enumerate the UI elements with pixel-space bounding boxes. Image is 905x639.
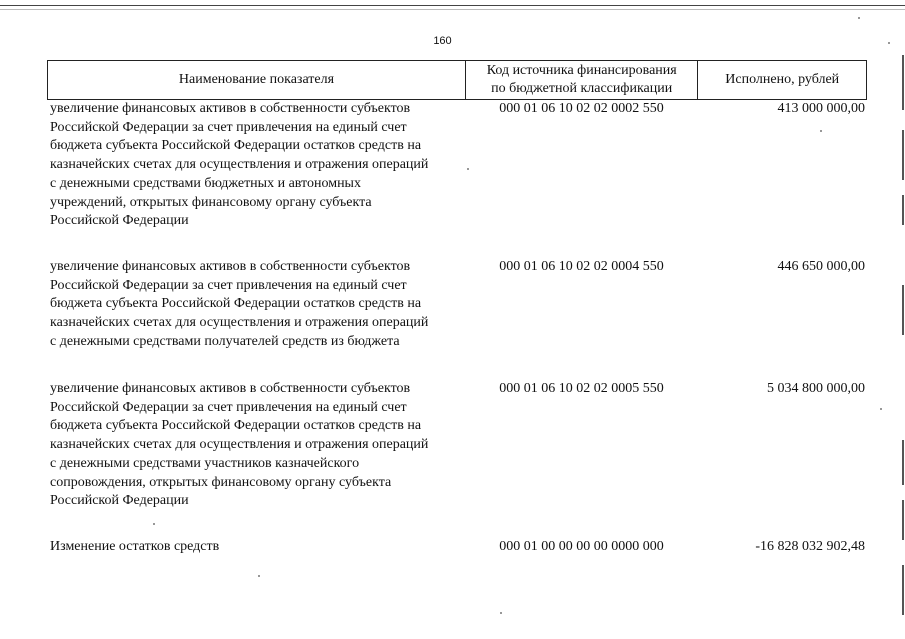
- scan-margin-mark: [902, 55, 904, 110]
- table-row: [47, 380, 867, 511]
- table-header-row: [47, 60, 867, 100]
- row-executed-amount: 446 650 000,00: [777, 259, 865, 274]
- header-classification-code: [465, 61, 697, 99]
- page-number: 160: [433, 35, 452, 47]
- scan-margin-mark: [902, 500, 904, 540]
- scan-edge-line-faint: [0, 9, 905, 10]
- scan-margin-mark: [902, 130, 904, 180]
- scan-margin-mark: [902, 565, 904, 615]
- scan-speck: [820, 130, 822, 132]
- name-line: бюджета субъекта Российской Федерации остатков средств на: [50, 296, 422, 312]
- name-line: учреждений, открытых финансовому органу субъекта: [50, 194, 372, 210]
- row-indicator-name: [47, 380, 465, 511]
- row-classification-code: 000 01 06 10 02 02 0002 550: [499, 101, 664, 116]
- row-classification-code: 000 01 00 00 00 00 0000 000: [499, 539, 664, 554]
- row-indicator-name: [47, 538, 465, 557]
- row-executed-amount: 413 000 000,00: [777, 101, 865, 116]
- name-line: Российской Федерации за счет привлечения на единый счет: [50, 119, 407, 135]
- scan-speck: [258, 575, 260, 577]
- name-line: Российской Федерации за счет привлечения на единый счет: [50, 277, 407, 293]
- row-classification-code: 000 01 06 10 02 02 0004 550: [499, 259, 664, 274]
- scan-speck: [888, 42, 890, 44]
- scan-speck: [880, 408, 882, 410]
- name-line: Российской Федерации: [50, 213, 189, 229]
- sources-table: [47, 60, 867, 554]
- table-row: [47, 258, 867, 352]
- name-line: с денежными средствами получателей средств из бюджета: [50, 333, 400, 349]
- name-line: казначейских счетах для осуществления и отражения операций: [50, 437, 429, 453]
- name-line: Российской Федерации: [50, 493, 189, 509]
- scan-margin-mark: [902, 285, 904, 335]
- scan-edge-line: [0, 5, 905, 6]
- scan-speck: [858, 17, 860, 19]
- header-code-line-1: Код источника финансирования: [486, 63, 677, 78]
- name-line: с денежными средствами бюджетных и автономных: [50, 175, 361, 191]
- table-row: [47, 538, 867, 557]
- name-line: бюджета субъекта Российской Федерации остатков средств на: [50, 138, 422, 154]
- header-indicator-name: Наименование показателя: [178, 72, 335, 87]
- table-row: [47, 100, 867, 231]
- scan-margin-mark: [902, 440, 904, 485]
- name-line: увеличение финансовых активов в собственности субъектов: [50, 101, 411, 116]
- scan-margin-mark: [902, 195, 904, 225]
- header-executed-amount: Исполнено, рублей: [697, 61, 866, 99]
- row-executed-amount: 5 034 800 000,00: [767, 381, 865, 396]
- name-line: сопровождения, открытых финансовому органу субъекта: [50, 474, 392, 490]
- scan-speck: [500, 612, 502, 614]
- row-executed-amount: -16 828 032 902,48: [755, 539, 865, 554]
- name-line: бюджета субъекта Российской Федерации остатков средств на: [50, 418, 422, 434]
- row-classification-code: 000 01 06 10 02 02 0005 550: [499, 381, 664, 396]
- row-indicator-name: [47, 258, 465, 352]
- name-line: казначейских счетах для осуществления и отражения операций: [50, 157, 429, 173]
- row-indicator-name: [47, 100, 465, 231]
- scan-speck: [467, 168, 469, 170]
- name-line: с денежными средствами участников казначейского: [50, 455, 360, 471]
- name-line: увеличение финансовых активов в собственности субъектов: [50, 381, 411, 396]
- name-line: Российской Федерации за счет привлечения на единый счет: [50, 399, 407, 415]
- name-line: казначейских счетах для осуществления и отражения операций: [50, 315, 429, 331]
- scan-speck: [153, 523, 155, 525]
- header-code-line-2: по бюджетной классификации: [491, 81, 673, 96]
- name-line: Изменение остатков средств: [50, 539, 220, 554]
- name-line: увеличение финансовых активов в собственности субъектов: [50, 259, 411, 274]
